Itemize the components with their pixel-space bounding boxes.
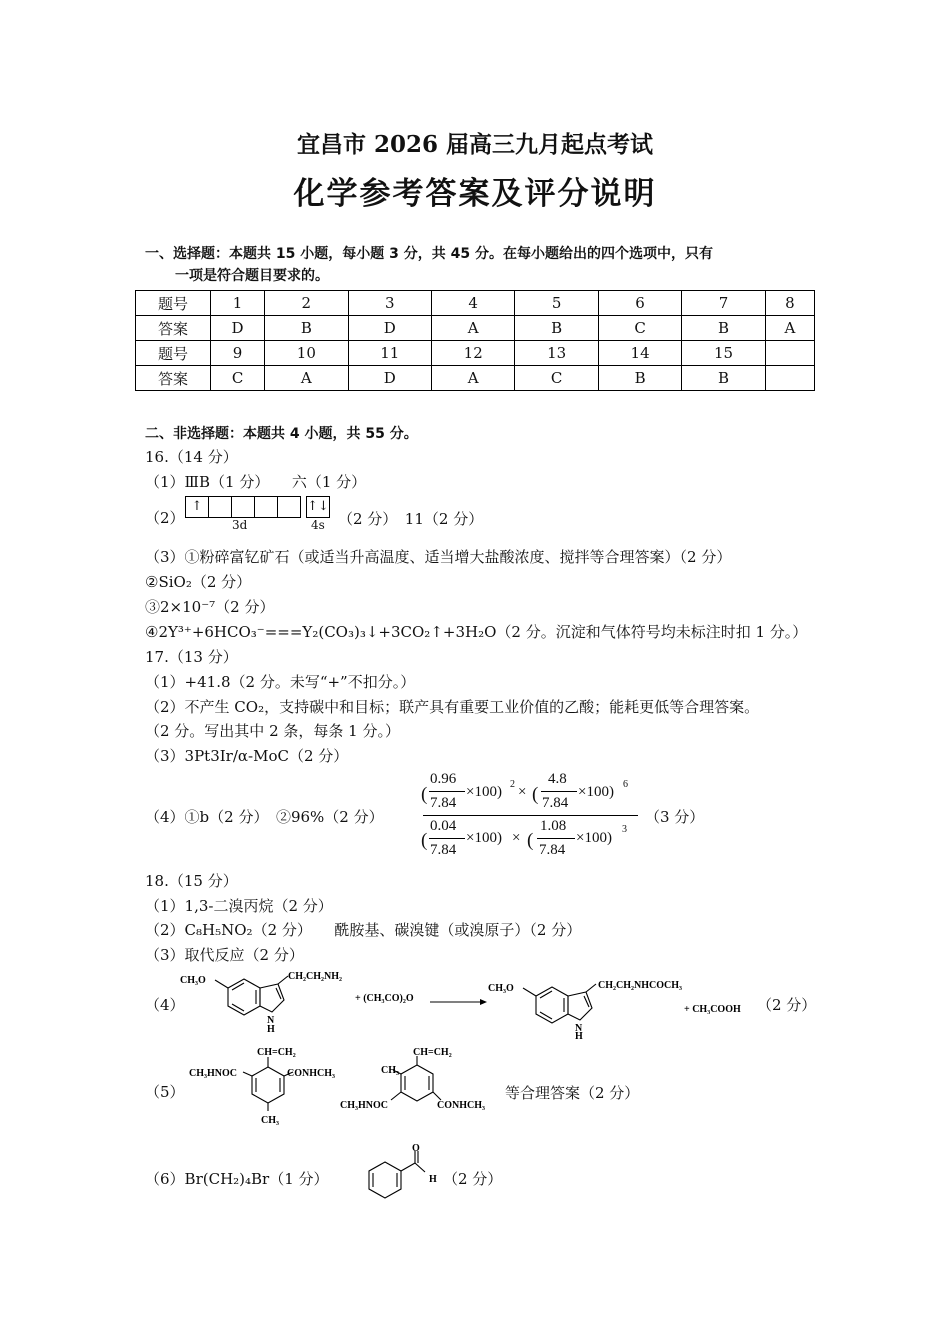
frac-num: 0.04 xyxy=(430,818,457,834)
table-row xyxy=(136,316,815,341)
paren: ( xyxy=(527,830,534,851)
table-cell: 1 xyxy=(211,291,265,316)
frac-mult: ×100) xyxy=(466,784,502,800)
q16-header: 16.（14 分） xyxy=(145,448,238,466)
q18-part5-tail: 等合理答案（2 分） xyxy=(505,1084,640,1102)
frac-den: 7.84 xyxy=(539,842,566,858)
table-cell: A xyxy=(765,316,814,341)
table-cell: 10 xyxy=(265,341,348,366)
q18-part4-score: （2 分） xyxy=(757,996,817,1014)
table-cell: 11 xyxy=(348,341,431,366)
chem-label: H xyxy=(267,1024,275,1035)
row-label: 题号 xyxy=(136,341,211,366)
orbital-box: ↑ xyxy=(186,497,209,517)
section1-heading-cont: 一项是符合题目要求的。 xyxy=(175,268,329,284)
table-cell: B xyxy=(598,366,681,391)
table-cell: A xyxy=(265,366,348,391)
chem-label: N xyxy=(267,1015,275,1026)
isomer-structure-1 xyxy=(243,1057,293,1111)
table-cell: 12 xyxy=(431,341,514,366)
orbital-diagram-3d xyxy=(185,496,301,518)
table-cell xyxy=(765,366,814,391)
q18-header: 18.（15 分） xyxy=(145,872,238,890)
times: × xyxy=(512,830,521,846)
table-cell: 14 xyxy=(598,341,681,366)
table-cell: 15 xyxy=(682,341,765,366)
orbital-box xyxy=(232,497,255,517)
q17-part4: （4）①b（2 分） ②96%（2 分） xyxy=(145,808,384,826)
table-cell: A xyxy=(431,366,514,391)
table-row xyxy=(136,291,815,316)
chem-label: CH₃O xyxy=(488,983,514,994)
chem-label: CH=CH₂ xyxy=(257,1047,296,1058)
benzaldehyde-structure xyxy=(355,1140,445,1205)
table-cell: 13 xyxy=(515,341,598,366)
table-cell: 8 xyxy=(765,291,814,316)
reaction-scheme xyxy=(180,966,810,1041)
chem-label: CH₃O xyxy=(180,975,206,986)
frac-num: 4.8 xyxy=(548,771,567,787)
chem-label: CH₂CH₂NHCOCH₃ xyxy=(598,980,682,991)
table-cell: D xyxy=(348,366,431,391)
chem-label: CONHCH₃ xyxy=(437,1100,485,1111)
chem-label: CH₃ xyxy=(261,1115,279,1126)
table-cell: B xyxy=(265,316,348,341)
chem-label: O xyxy=(412,1143,420,1154)
frac-mult: ×100) xyxy=(466,830,502,846)
exam-title: 宜昌市 2026 届高三九月起点考试 xyxy=(296,131,654,158)
row-label: 题号 xyxy=(136,291,211,316)
table-cell: 7 xyxy=(682,291,765,316)
q18-part1: （1）1,3-二溴丙烷（2 分） xyxy=(145,897,333,915)
row-label: 答案 xyxy=(136,316,211,341)
q17-part3: （3）3Pt3Ir/α-MoC（2 分） xyxy=(145,747,349,765)
table-cell: A xyxy=(431,316,514,341)
chem-label: H xyxy=(429,1174,437,1185)
reaction-arrow-head xyxy=(480,999,487,1005)
answer-table xyxy=(135,290,815,391)
table-cell: C xyxy=(515,366,598,391)
table-cell: 9 xyxy=(211,341,265,366)
table-cell xyxy=(765,341,814,366)
q17-part1: （1）+41.8（2 分。未写“+”不扣分。） xyxy=(145,673,416,691)
byproduct: + CH₃COOH xyxy=(684,1004,741,1015)
frac-num: 0.96 xyxy=(430,771,457,787)
frac-mult: ×100) xyxy=(578,784,614,800)
benzaldehyde-ring xyxy=(369,1151,425,1198)
chem-label: CH=CH₂ xyxy=(413,1047,452,1058)
isomer-structure-2 xyxy=(391,1056,441,1101)
q18-part6: （6）Br(CH₂)₄Br（1 分） xyxy=(145,1170,329,1188)
q16-part3c: ③2×10⁻⁷（2 分） xyxy=(145,598,275,616)
table-cell: 2 xyxy=(265,291,348,316)
reagent: + (CH₃CO)₂O xyxy=(355,993,414,1004)
frac-bar xyxy=(429,838,465,839)
q17-part4-score: （3 分） xyxy=(645,808,705,826)
chem-label: CH₃HNOC xyxy=(189,1068,237,1079)
orbital-box xyxy=(278,497,300,517)
table-cell: 4 xyxy=(431,291,514,316)
q16-part2-score: （2 分） 11（2 分） xyxy=(338,510,484,528)
frac-bar xyxy=(537,838,575,839)
q16-part3d: ④2Y³⁺+6HCO₃⁻===Y₂(CO₃)₃↓+3CO₂↑+3H₂O（2 分。沉淀和气体符号均未标注时扣 1 分。） xyxy=(145,623,808,641)
frac-den: 7.84 xyxy=(430,795,457,811)
table-cell: D xyxy=(348,316,431,341)
frac-den: 7.84 xyxy=(430,842,457,858)
section2-heading: 二、非选择题：本题共 4 小题，共 55 分。 xyxy=(145,426,418,442)
q16-part2-label: （2） xyxy=(145,509,185,527)
table-cell: B xyxy=(682,366,765,391)
times: × xyxy=(518,784,527,800)
frac-den: 7.84 xyxy=(542,795,569,811)
q18-part2: （2）C₈H₅NO₂（2 分） 酰胺基、碳溴键（或溴原子）（2 分） xyxy=(145,921,582,939)
q17-header: 17.（13 分） xyxy=(145,648,238,666)
q18-part4-label: （4） xyxy=(145,996,185,1014)
orbital-box xyxy=(209,497,232,517)
chem-label: CH₃HNOC xyxy=(340,1100,388,1111)
table-cell: 3 xyxy=(348,291,431,316)
q18-part6-score: （2 分） xyxy=(443,1170,503,1188)
table-row xyxy=(136,341,815,366)
q16-part3: （3）①粉碎富钇矿石（或适当升高温度、适当增大盐酸浓度、搅拌等合理答案）（2 分） xyxy=(145,548,732,566)
orbital-box xyxy=(255,497,278,517)
exponent: 2 xyxy=(510,779,515,790)
label-3d: 3d xyxy=(232,518,248,532)
product-structure xyxy=(523,984,596,1023)
q17-part2: （2）不产生 CO₂，支持碳中和目标；联产具有重要工业价值的乙酸；能耗更低等合理答案。 xyxy=(145,698,760,716)
page-title: 化学参考答案及评分说明 xyxy=(293,176,657,212)
table-cell: C xyxy=(598,316,681,341)
reactant-structure xyxy=(215,976,288,1015)
orbital-box: ↑↓ xyxy=(307,499,329,514)
chem-label: CH₂CH₂NH₂ xyxy=(288,971,342,982)
table-cell: C xyxy=(211,366,265,391)
frac-num: 1.08 xyxy=(540,818,567,834)
chem-label: N xyxy=(575,1023,583,1034)
main-fraction-bar xyxy=(423,815,638,816)
exponent: 3 xyxy=(622,824,627,835)
q16-part1: （1）ⅢB（1 分） 六（1 分） xyxy=(145,473,367,491)
label-4s: 4s xyxy=(311,518,325,532)
frac-mult: ×100) xyxy=(576,830,612,846)
table-cell: 6 xyxy=(598,291,681,316)
chem-label: H xyxy=(575,1031,583,1041)
table-cell: B xyxy=(682,316,765,341)
table-cell: D xyxy=(211,316,265,341)
table-cell: 5 xyxy=(515,291,598,316)
chem-label: CH₃ xyxy=(381,1065,399,1076)
q18-part5-label: （5） xyxy=(145,1083,185,1101)
table-cell: B xyxy=(515,316,598,341)
frac-bar xyxy=(541,791,577,792)
paren: ( xyxy=(532,784,539,805)
frac-bar xyxy=(429,791,465,792)
orbital-diagram-4s xyxy=(306,496,330,518)
q16-part3b: ②SiO₂（2 分） xyxy=(145,573,252,591)
paren: ( xyxy=(421,830,428,851)
table-row xyxy=(136,366,815,391)
section1-heading: 一、选择题：本题共 15 小题，每小题 3 分，共 45 分。在每小题给出的四个选项中，只有 xyxy=(145,246,713,262)
q17-part2b: （2 分。写出其中 2 条，每条 1 分。） xyxy=(145,722,400,740)
row-label: 答案 xyxy=(136,366,211,391)
isomer-structures xyxy=(185,1045,505,1127)
paren: ( xyxy=(421,784,428,805)
q18-part3: （3）取代反应（2 分） xyxy=(145,946,304,964)
chem-label: CONHCH₃ xyxy=(287,1068,335,1079)
exponent: 6 xyxy=(623,779,628,790)
